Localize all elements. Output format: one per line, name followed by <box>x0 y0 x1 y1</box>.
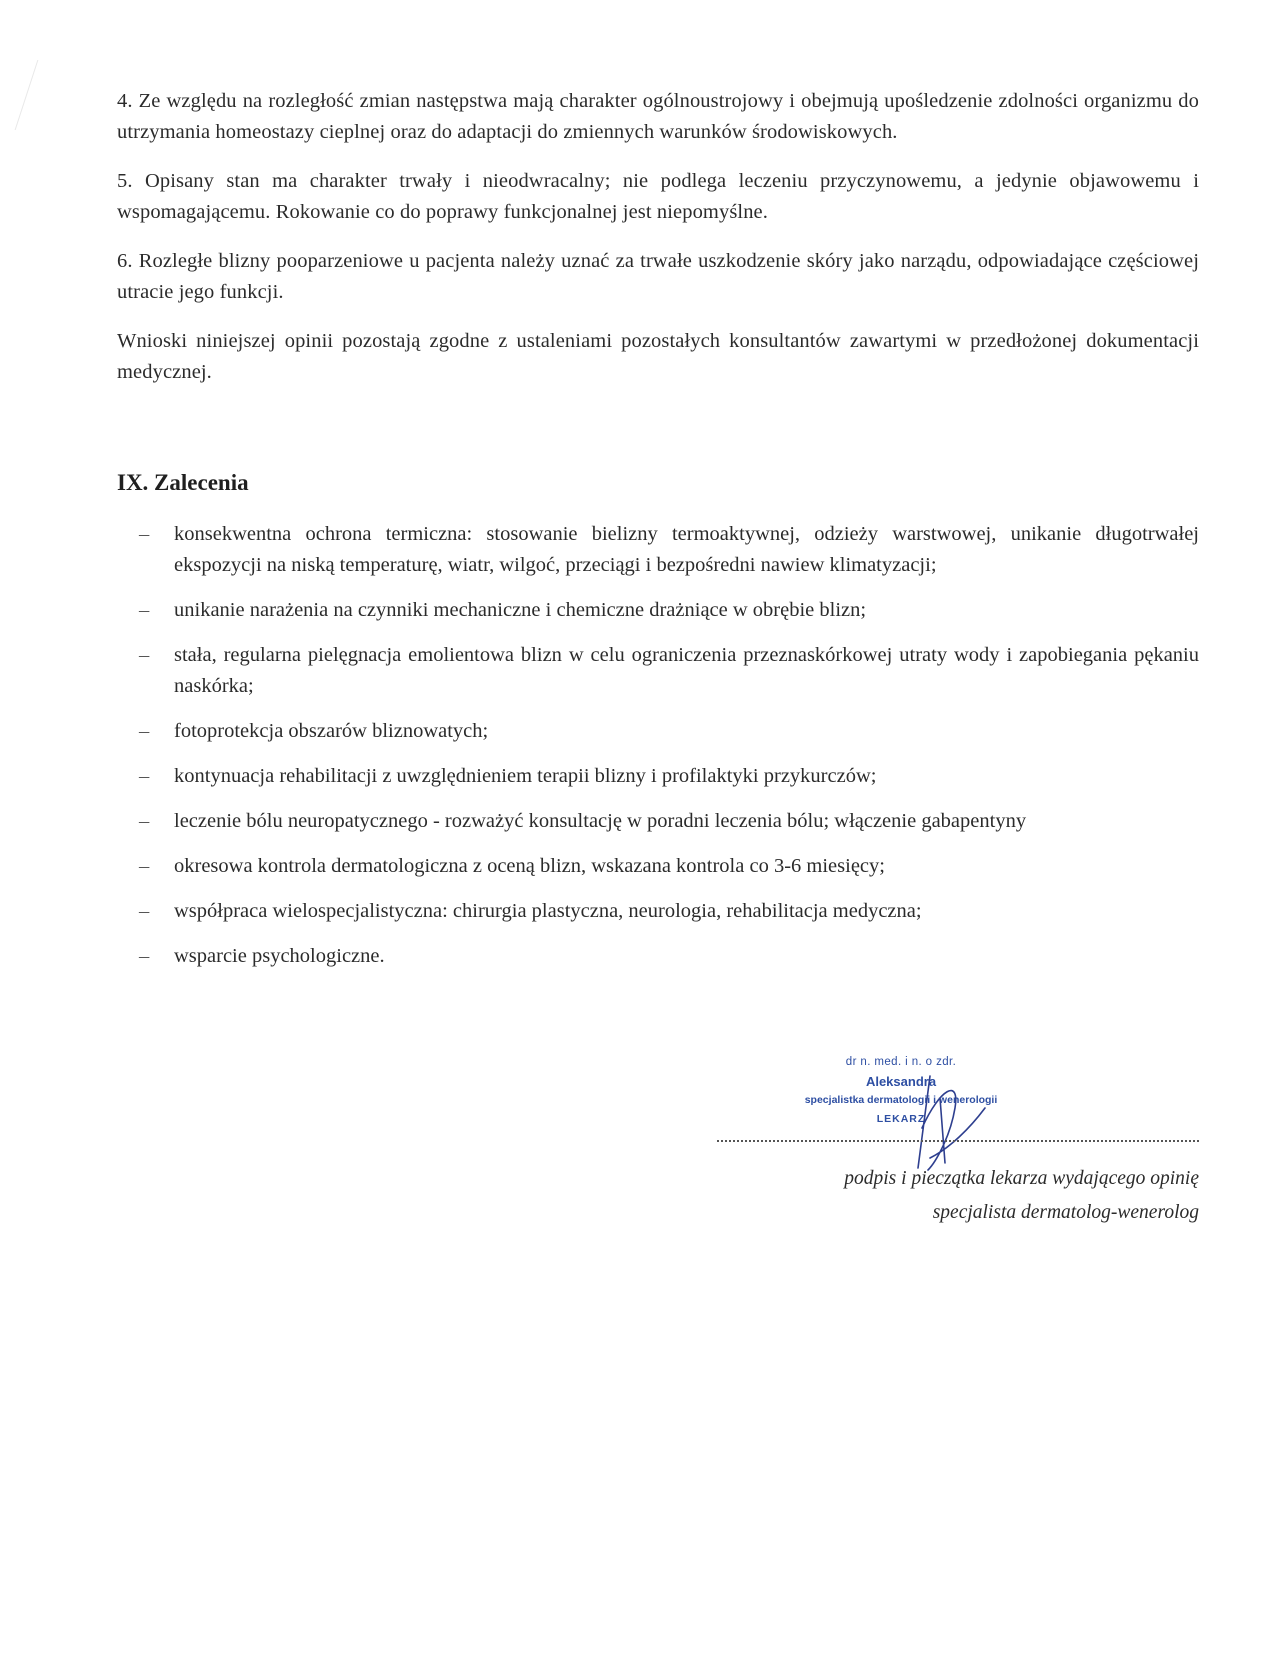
list-item <box>117 519 1199 581</box>
list-item <box>117 941 1199 972</box>
list-bullet: – <box>139 720 150 742</box>
list-bullet: – <box>139 523 150 545</box>
conclusion-paragraph: 5. Opisany stan ma charakter trwały i nieodwracalny; nie podlega leczeniu przyczynowemu, a jedynie objawowemu i wspomagającemu. Rokowanie co do poprawy funkcjonalnej jest niepomyślne. <box>117 170 1199 223</box>
list-item <box>117 640 1199 702</box>
list-item <box>117 851 1199 882</box>
list-bullet: – <box>139 900 150 922</box>
conclusion-summary: Wnioski niniejszej opinii pozostają zgodne z ustaleniami pozostałych konsultantów zawartymi w przedłożonej dokumentacji medycznej. <box>117 330 1199 383</box>
list-item-text: współpraca wielospecjalistyczna: chirurgia plastyczna, neurologia, rehabilitacja medyczna; <box>174 900 922 922</box>
list-item-text: unikanie narażenia na czynniki mechaniczne i chemiczne drażniące w obrębie blizn; <box>174 599 867 621</box>
list-bullet: – <box>139 855 150 877</box>
list-item-text: okresowa kontrola dermatologiczna z oceną blizn, wskazana kontrola co 3-6 miesięcy; <box>174 855 885 877</box>
list-item <box>117 595 1199 626</box>
list-bullet: – <box>139 599 150 621</box>
stamp-role: LEKARZ <box>876 1113 926 1125</box>
list-bullet: – <box>139 765 150 787</box>
stamp-degree: dr n. med. i n. o zdr. <box>845 1056 957 1068</box>
list-bullet: – <box>139 945 150 967</box>
section-title-recommendations: IX. Zalecenia <box>117 470 249 495</box>
list-item <box>117 716 1199 747</box>
list-item-text: kontynuacja rehabilitacji z uwzględnieniem terapii blizny i profilaktyki przykurczów; <box>174 765 877 787</box>
recommendations-list <box>117 519 1199 986</box>
list-item-text: konsekwentna ochrona termiczna: stosowanie bielizny termoaktywnej, odzieży warstwowej, unikanie długotrwałej ekspozycji na niską temperaturę, wiatr, wilgoć, przeciągi i bezpośredni nawiew klimatyzacji; <box>174 523 1199 576</box>
stamp-specialty: specjalistka dermatologii i wenerologii <box>804 1094 998 1106</box>
signature-line <box>717 1140 1199 1142</box>
list-item <box>117 896 1199 927</box>
stamp-name: Aleksandra <box>865 1074 937 1089</box>
list-item-text: fotoprotekcja obszarów bliznowatych; <box>174 720 489 742</box>
list-item <box>117 761 1199 792</box>
signature-caption-line: podpis i pieczątka lekarza wydającego opinię <box>844 1168 1199 1189</box>
list-item-text: leczenie bólu neuropatycznego - rozważyć konsultację w poradni leczenia bólu; włączenie gabapentyny <box>174 810 1027 832</box>
list-item-text: stała, regularna pielęgnacja emolientowa blizn w celu ograniczenia przeznaskórkowej utraty wody i zapobiegania pękaniu naskórka; <box>174 644 1199 697</box>
signature-caption-title: specjalista dermatolog-wenerolog <box>932 1202 1199 1223</box>
signature-caption <box>844 1162 1199 1230</box>
conclusions-section <box>117 86 1199 406</box>
list-bullet: – <box>139 644 150 666</box>
list-bullet: – <box>139 810 150 832</box>
conclusion-paragraph: 6. Rozległe blizny pooparzeniowe u pacjenta należy uznać za trwałe uszkodzenie skóry jako narządu, odpowiadające częściowej utracie jego funkcji. <box>117 250 1199 303</box>
conclusion-paragraph: 4. Ze względu na rozległość zmian następstwa mają charakter ogólnoustrojowy i obejmują upośledzenie zdolności organizmu do utrzymania homeostazy cieplnej oraz do adaptacji do zmiennych warunków środowiskowych. <box>117 90 1199 143</box>
scan-edge-mark <box>0 60 38 130</box>
list-item-text: wsparcie psychologiczne. <box>174 945 385 967</box>
list-item <box>117 806 1199 837</box>
